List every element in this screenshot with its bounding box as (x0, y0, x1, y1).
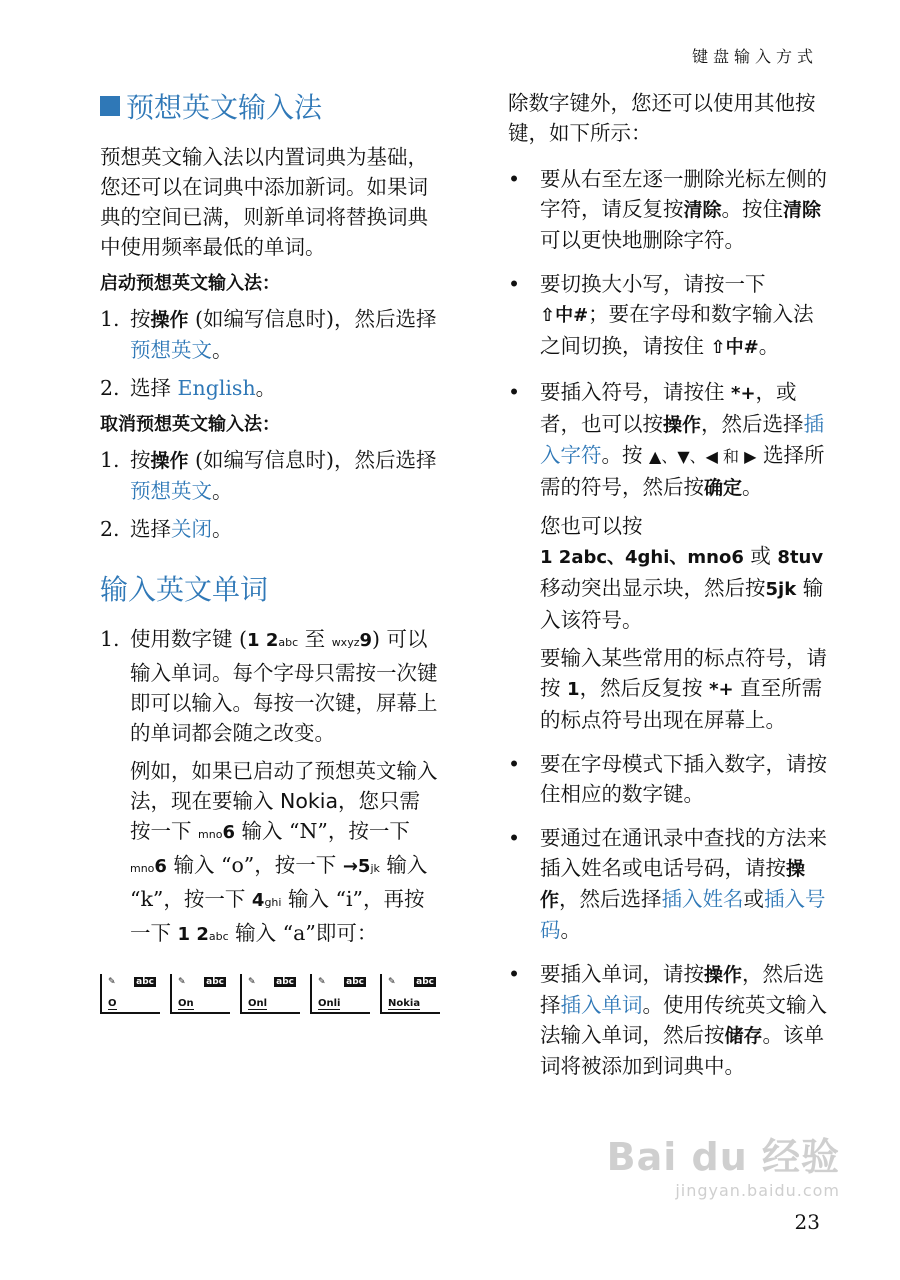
list-item: 1. 按操作 (如编写信息时)，然后选择预想英文。 (100, 448, 437, 503)
menu-link-insert-word: 插入单词 (560, 993, 643, 1017)
key-9-icon: wxyz9 (331, 630, 373, 651)
baidu-watermark: Bai du 经验 jingyan.baidu.com (606, 1135, 840, 1200)
menu-link-insert-symbol: 插入字符 (540, 412, 825, 467)
key-1-icon: 1 2abc (247, 630, 299, 651)
bullet-list (508, 164, 828, 1081)
key-5-icon: 5jk (765, 579, 797, 600)
section-title-input-words: 输入英文单词 (100, 573, 269, 606)
list-item: • 要在字母模式下插入数字，请按住相应的数字键。 (508, 752, 827, 806)
list-item: 1. 按操作 (如编写信息时)，然后选择预想英文。 (100, 307, 437, 362)
key-8-icon: 8tuv (777, 547, 824, 568)
pen-icon: ✎ (108, 977, 116, 987)
phone-screen: ✎ abc On (170, 974, 230, 1014)
list-item: 1. 使用数字键 (1 2abc 至 wxyz9) 可以输入单词。每个字母只需按一次键即可以输入。每按一次键，屏幕上的单词都会随之改变。 (100, 627, 438, 745)
stop-heading: 取消预想英文输入法： (100, 414, 280, 435)
section-title-predictive: 预想英文输入法 (100, 88, 440, 128)
start-steps (100, 304, 440, 403)
list-item: 2. 选择关闭。 (100, 517, 233, 541)
star-key-icon: *+ (709, 679, 734, 700)
arrow-keys-icon: ▲、▼、◀ 和 ▶ (649, 447, 757, 466)
list-item: 2. 选择 English。 (100, 376, 277, 400)
pen-icon: ✎ (318, 977, 326, 987)
key-2-icon: 1 2abc (177, 924, 229, 945)
phone-screen: ✎ abc Nokia (380, 974, 440, 1014)
phone-screen: ✎ abc Onli (310, 974, 370, 1014)
list-item: • 要插入单词，请按操作，然后选择插入单词。使用传统英文输入法输入单词，然后按储存。该单词将被添加到词典中。 (508, 962, 827, 1078)
list-item: • 要通过在通讯录中查找的方法来插入姓名或电话号码，请按操作，然后选择插入姓名或插入号码。 (508, 826, 827, 942)
phone-screen: ✎ abc Onl (240, 974, 300, 1014)
stop-steps (100, 445, 440, 544)
example-paragraph: 例如，如果已启动了预想英文输入法，现在要输入 Nokia，您只需按一下 mno6 输入 “N”，按一下 mno6 输入 “o”，按一下 →5jk 输入 “k”，按一下 4ghi 输入 “i”，再按一下 1 2abc 输入 “a”即可： (130, 759, 438, 945)
input-steps (100, 624, 440, 748)
key-5-icon: →5jk (342, 856, 380, 877)
hash-key-icon: ⇧中# (540, 305, 589, 326)
menu-link-english: English (177, 376, 256, 400)
left-column (100, 88, 440, 1014)
pen-icon: ✎ (178, 977, 186, 987)
list-item: • 要切换大小写，请按一下 ⇧中#；要在字母和数字输入法之间切换，请按住 ⇧中#。 (508, 272, 814, 358)
number-keys-icon: 1 2abc、4ghi、mno6 (540, 547, 744, 568)
list-item: • 要插入符号，请按住 *+，或者，也可以按操作，然后选择插入字符。按 ▲、▼、◀ 和 ▶ 选择所需的符号，然后按确定。 您也可以按1 2abc、4ghi、mno6 或 8tuv 移动突出显示块，然后按5jk 输入该符号。 要输入某些常用的标点符号，请按 1，然后反复按 *+ 直至所需的标点符号出现在屏幕上。 (508, 377, 828, 735)
menu-link-insert-name: 插入姓名 (661, 887, 744, 911)
punctuation-paragraph: 要输入某些常用的标点符号，请按 1，然后反复按 *+ 直至所需的标点符号出现在屏幕上。 (540, 646, 827, 732)
pen-icon: ✎ (388, 977, 396, 987)
key-6-icon: mno6 (198, 822, 235, 843)
key-1-icon: 1 (567, 679, 580, 700)
list-item: • 要从右至左逐一删除光标左侧的字符，请反复按清除。按住清除可以更快地删除字符。 (508, 167, 827, 252)
phone-screen: ✎ abc O (100, 974, 160, 1014)
key-4-icon: 4ghi (251, 890, 282, 911)
hash-key-icon: ⇧中# (710, 337, 759, 358)
running-header: 键盘输入方式 (691, 47, 818, 66)
key-6-icon: mno6 (130, 856, 167, 877)
menu-link-close: 关闭 (171, 517, 212, 541)
intro-paragraph: 预想英文输入法以内置词典为基础，您还可以在词典中添加新词。如果词典的空间已满，则新单词将替换词典中使用频率最低的单词。 (100, 145, 428, 259)
menu-link-predictive: 预想英文 (130, 479, 212, 503)
square-bullet-icon (100, 96, 120, 116)
page-number: 23 (794, 1210, 820, 1234)
phone-screens-sequence (100, 974, 440, 1014)
start-heading: 启动预想英文输入法： (100, 273, 280, 294)
menu-link-predictive: 预想英文 (130, 338, 212, 362)
menu-link-insert-number: 插入号码 (540, 887, 826, 942)
symbol-alt-paragraph: 您也可以按1 2abc、4ghi、mno6 或 8tuv 移动突出显示块，然后按5jk 输入该符号。 (540, 514, 824, 632)
right-column (508, 88, 828, 1095)
pen-icon: ✎ (248, 977, 256, 987)
right-intro: 除数字键外，您还可以使用其他按键，如下所示： (508, 91, 816, 145)
star-key-icon: *+ (731, 383, 756, 404)
